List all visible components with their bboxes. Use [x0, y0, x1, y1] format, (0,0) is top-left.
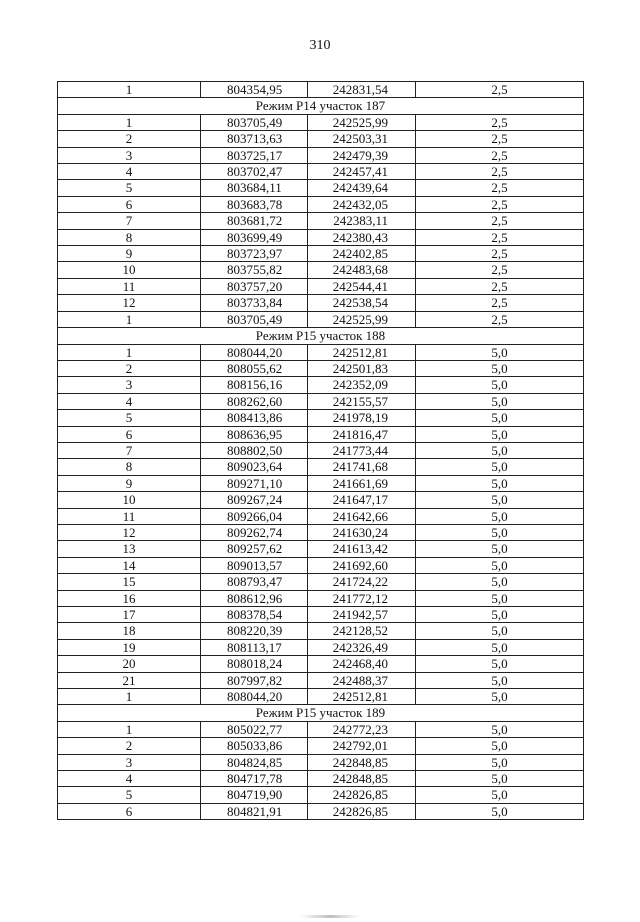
- table-row: [58, 524, 584, 540]
- point-number-cell: 2: [58, 738, 201, 754]
- section-header-row: [58, 705, 584, 721]
- point-number-cell: 17: [58, 607, 201, 623]
- x-coordinate-cell: 808636,95: [201, 426, 308, 442]
- y-coordinate-cell: 242512,81: [308, 689, 416, 705]
- x-coordinate-cell: 808793,47: [201, 574, 308, 590]
- y-coordinate-cell: 242468,40: [308, 656, 416, 672]
- y-coordinate-cell: 242512,81: [308, 344, 416, 360]
- table-row: [58, 344, 584, 360]
- value-cell: 5,0: [416, 459, 584, 475]
- value-cell: 5,0: [416, 426, 584, 442]
- y-coordinate-cell: 242826,85: [308, 803, 416, 819]
- point-number-cell: 7: [58, 442, 201, 458]
- point-number-cell: 21: [58, 672, 201, 688]
- value-cell: 2,5: [416, 229, 584, 245]
- table-row: [58, 656, 584, 672]
- y-coordinate-cell: 242439,64: [308, 180, 416, 196]
- point-number-cell: 3: [58, 377, 201, 393]
- y-coordinate-cell: 241613,42: [308, 541, 416, 557]
- table-row: [58, 278, 584, 294]
- y-coordinate-cell: 242155,57: [308, 393, 416, 409]
- x-coordinate-cell: 808044,20: [201, 344, 308, 360]
- y-coordinate-cell: 242538,54: [308, 295, 416, 311]
- x-coordinate-cell: 808612,96: [201, 590, 308, 606]
- x-coordinate-cell: 809023,64: [201, 459, 308, 475]
- y-coordinate-cell: 242479,39: [308, 147, 416, 163]
- table-row: [58, 131, 584, 147]
- x-coordinate-cell: 808018,24: [201, 656, 308, 672]
- coordinates-table: [57, 81, 584, 820]
- value-cell: 2,5: [416, 311, 584, 327]
- x-coordinate-cell: 808055,62: [201, 360, 308, 376]
- value-cell: 5,0: [416, 442, 584, 458]
- x-coordinate-cell: 808220,39: [201, 623, 308, 639]
- point-number-cell: 10: [58, 492, 201, 508]
- point-number-cell: 1: [58, 689, 201, 705]
- x-coordinate-cell: 804824,85: [201, 754, 308, 770]
- value-cell: 2,5: [416, 278, 584, 294]
- point-number-cell: 5: [58, 787, 201, 803]
- table-row: [58, 492, 584, 508]
- point-number-cell: 12: [58, 295, 201, 311]
- table-row: [58, 442, 584, 458]
- value-cell: 5,0: [416, 787, 584, 803]
- value-cell: 5,0: [416, 377, 584, 393]
- point-number-cell: 9: [58, 246, 201, 262]
- value-cell: 5,0: [416, 738, 584, 754]
- value-cell: 2,5: [416, 164, 584, 180]
- x-coordinate-cell: 805022,77: [201, 721, 308, 737]
- table-row: [58, 459, 584, 475]
- y-coordinate-cell: 242488,37: [308, 672, 416, 688]
- y-coordinate-cell: 242432,05: [308, 196, 416, 212]
- y-coordinate-cell: 242380,43: [308, 229, 416, 245]
- table-row: [58, 426, 584, 442]
- value-cell: 5,0: [416, 557, 584, 573]
- value-cell: 5,0: [416, 639, 584, 655]
- value-cell: 5,0: [416, 410, 584, 426]
- point-number-cell: 7: [58, 213, 201, 229]
- y-coordinate-cell: 242128,52: [308, 623, 416, 639]
- table-row: [58, 377, 584, 393]
- x-coordinate-cell: 809266,04: [201, 508, 308, 524]
- y-coordinate-cell: 241692,60: [308, 557, 416, 573]
- table-row: [58, 229, 584, 245]
- value-cell: 5,0: [416, 771, 584, 787]
- point-number-cell: 6: [58, 426, 201, 442]
- x-coordinate-cell: 809267,24: [201, 492, 308, 508]
- table-row: [58, 295, 584, 311]
- y-coordinate-cell: 241647,17: [308, 492, 416, 508]
- x-coordinate-cell: 804717,78: [201, 771, 308, 787]
- value-cell: 2,5: [416, 262, 584, 278]
- point-number-cell: 13: [58, 541, 201, 557]
- table-row: [58, 114, 584, 130]
- y-coordinate-cell: 242457,41: [308, 164, 416, 180]
- point-number-cell: 12: [58, 524, 201, 540]
- y-coordinate-cell: 241773,44: [308, 442, 416, 458]
- table-row: [58, 721, 584, 737]
- y-coordinate-cell: 241661,69: [308, 475, 416, 491]
- scan-artifact: [300, 915, 360, 918]
- value-cell: 5,0: [416, 672, 584, 688]
- x-coordinate-cell: 803733,84: [201, 295, 308, 311]
- x-coordinate-cell: 803757,20: [201, 278, 308, 294]
- value-cell: 5,0: [416, 541, 584, 557]
- y-coordinate-cell: 241642,66: [308, 508, 416, 524]
- value-cell: 5,0: [416, 721, 584, 737]
- point-number-cell: 19: [58, 639, 201, 655]
- table-row: [58, 803, 584, 819]
- table-row: [58, 393, 584, 409]
- point-number-cell: 1: [58, 721, 201, 737]
- section-title: Режим Р15 участок 188: [58, 328, 584, 344]
- y-coordinate-cell: 242383,11: [308, 213, 416, 229]
- point-number-cell: 1: [58, 82, 201, 98]
- y-coordinate-cell: 242544,41: [308, 278, 416, 294]
- x-coordinate-cell: 803705,49: [201, 114, 308, 130]
- x-coordinate-cell: 809257,62: [201, 541, 308, 557]
- section-header-row: [58, 328, 584, 344]
- value-cell: 2,5: [416, 114, 584, 130]
- x-coordinate-cell: 809013,57: [201, 557, 308, 573]
- point-number-cell: 4: [58, 164, 201, 180]
- y-coordinate-cell: 242352,09: [308, 377, 416, 393]
- section-title: Режим Р14 участок 187: [58, 98, 584, 114]
- point-number-cell: 2: [58, 131, 201, 147]
- table-row: [58, 574, 584, 590]
- x-coordinate-cell: 808113,17: [201, 639, 308, 655]
- value-cell: 2,5: [416, 295, 584, 311]
- value-cell: 2,5: [416, 196, 584, 212]
- table-row: [58, 262, 584, 278]
- x-coordinate-cell: 808802,50: [201, 442, 308, 458]
- section-header-row: [58, 98, 584, 114]
- point-number-cell: 11: [58, 508, 201, 524]
- x-coordinate-cell: 803705,49: [201, 311, 308, 327]
- x-coordinate-cell: 803755,82: [201, 262, 308, 278]
- value-cell: 5,0: [416, 524, 584, 540]
- y-coordinate-cell: 242826,85: [308, 787, 416, 803]
- point-number-cell: 3: [58, 147, 201, 163]
- point-number-cell: 10: [58, 262, 201, 278]
- point-number-cell: 5: [58, 410, 201, 426]
- table-row: [58, 541, 584, 557]
- value-cell: 5,0: [416, 590, 584, 606]
- x-coordinate-cell: 803684,11: [201, 180, 308, 196]
- value-cell: 2,5: [416, 131, 584, 147]
- y-coordinate-cell: 242831,54: [308, 82, 416, 98]
- x-coordinate-cell: 803699,49: [201, 229, 308, 245]
- value-cell: 2,5: [416, 213, 584, 229]
- y-coordinate-cell: 242792,01: [308, 738, 416, 754]
- value-cell: 5,0: [416, 492, 584, 508]
- x-coordinate-cell: 803681,72: [201, 213, 308, 229]
- table-row: [58, 557, 584, 573]
- table-row: [58, 180, 584, 196]
- y-coordinate-cell: 242402,85: [308, 246, 416, 262]
- table-row: [58, 82, 584, 98]
- table-row: [58, 475, 584, 491]
- y-coordinate-cell: 242848,85: [308, 771, 416, 787]
- value-cell: 5,0: [416, 574, 584, 590]
- value-cell: 5,0: [416, 344, 584, 360]
- coordinates-table-body: [58, 82, 584, 820]
- table-row: [58, 590, 584, 606]
- table-row: [58, 689, 584, 705]
- value-cell: 5,0: [416, 475, 584, 491]
- point-number-cell: 4: [58, 393, 201, 409]
- y-coordinate-cell: 242326,49: [308, 639, 416, 655]
- y-coordinate-cell: 241942,57: [308, 607, 416, 623]
- value-cell: 5,0: [416, 360, 584, 376]
- table-row: [58, 672, 584, 688]
- y-coordinate-cell: 241724,22: [308, 574, 416, 590]
- point-number-cell: 14: [58, 557, 201, 573]
- point-number-cell: 16: [58, 590, 201, 606]
- table-row: [58, 213, 584, 229]
- x-coordinate-cell: 809271,10: [201, 475, 308, 491]
- point-number-cell: 6: [58, 803, 201, 819]
- x-coordinate-cell: 803702,47: [201, 164, 308, 180]
- x-coordinate-cell: 803713,63: [201, 131, 308, 147]
- x-coordinate-cell: 807997,82: [201, 672, 308, 688]
- x-coordinate-cell: 808413,86: [201, 410, 308, 426]
- table-row: [58, 311, 584, 327]
- y-coordinate-cell: 241772,12: [308, 590, 416, 606]
- value-cell: 2,5: [416, 147, 584, 163]
- x-coordinate-cell: 808156,16: [201, 377, 308, 393]
- x-coordinate-cell: 809262,74: [201, 524, 308, 540]
- y-coordinate-cell: 242848,85: [308, 754, 416, 770]
- value-cell: 5,0: [416, 623, 584, 639]
- value-cell: 2,5: [416, 180, 584, 196]
- y-coordinate-cell: 242501,83: [308, 360, 416, 376]
- point-number-cell: 18: [58, 623, 201, 639]
- point-number-cell: 1: [58, 114, 201, 130]
- table-row: [58, 787, 584, 803]
- x-coordinate-cell: 804354,95: [201, 82, 308, 98]
- point-number-cell: 1: [58, 311, 201, 327]
- table-row: [58, 196, 584, 212]
- table-row: [58, 623, 584, 639]
- y-coordinate-cell: 242525,99: [308, 114, 416, 130]
- table-row: [58, 147, 584, 163]
- value-cell: 2,5: [416, 246, 584, 262]
- table-row: [58, 639, 584, 655]
- table-row: [58, 771, 584, 787]
- y-coordinate-cell: 241741,68: [308, 459, 416, 475]
- x-coordinate-cell: 804821,91: [201, 803, 308, 819]
- value-cell: 5,0: [416, 689, 584, 705]
- table-row: [58, 360, 584, 376]
- section-title: Режим Р15 участок 189: [58, 705, 584, 721]
- point-number-cell: 5: [58, 180, 201, 196]
- point-number-cell: 4: [58, 771, 201, 787]
- point-number-cell: 9: [58, 475, 201, 491]
- value-cell: 5,0: [416, 393, 584, 409]
- x-coordinate-cell: 803725,17: [201, 147, 308, 163]
- x-coordinate-cell: 805033,86: [201, 738, 308, 754]
- table-row: [58, 738, 584, 754]
- page-number: 310: [309, 38, 331, 53]
- value-cell: 5,0: [416, 803, 584, 819]
- y-coordinate-cell: 242503,31: [308, 131, 416, 147]
- point-number-cell: 8: [58, 459, 201, 475]
- table-row: [58, 607, 584, 623]
- value-cell: 5,0: [416, 754, 584, 770]
- x-coordinate-cell: 804719,90: [201, 787, 308, 803]
- table-row: [58, 508, 584, 524]
- table-row: [58, 246, 584, 262]
- table-row: [58, 410, 584, 426]
- value-cell: 5,0: [416, 508, 584, 524]
- table-row: [58, 754, 584, 770]
- y-coordinate-cell: 241816,47: [308, 426, 416, 442]
- value-cell: 5,0: [416, 607, 584, 623]
- value-cell: 5,0: [416, 656, 584, 672]
- x-coordinate-cell: 803683,78: [201, 196, 308, 212]
- point-number-cell: 1: [58, 344, 201, 360]
- point-number-cell: 8: [58, 229, 201, 245]
- y-coordinate-cell: 241978,19: [308, 410, 416, 426]
- x-coordinate-cell: 808378,54: [201, 607, 308, 623]
- point-number-cell: 2: [58, 360, 201, 376]
- x-coordinate-cell: 803723,97: [201, 246, 308, 262]
- point-number-cell: 11: [58, 278, 201, 294]
- point-number-cell: 6: [58, 196, 201, 212]
- y-coordinate-cell: 242483,68: [308, 262, 416, 278]
- point-number-cell: 15: [58, 574, 201, 590]
- value-cell: 2,5: [416, 82, 584, 98]
- y-coordinate-cell: 242525,99: [308, 311, 416, 327]
- point-number-cell: 20: [58, 656, 201, 672]
- y-coordinate-cell: 242772,23: [308, 721, 416, 737]
- y-coordinate-cell: 241630,24: [308, 524, 416, 540]
- x-coordinate-cell: 808262,60: [201, 393, 308, 409]
- point-number-cell: 3: [58, 754, 201, 770]
- table-row: [58, 164, 584, 180]
- x-coordinate-cell: 808044,20: [201, 689, 308, 705]
